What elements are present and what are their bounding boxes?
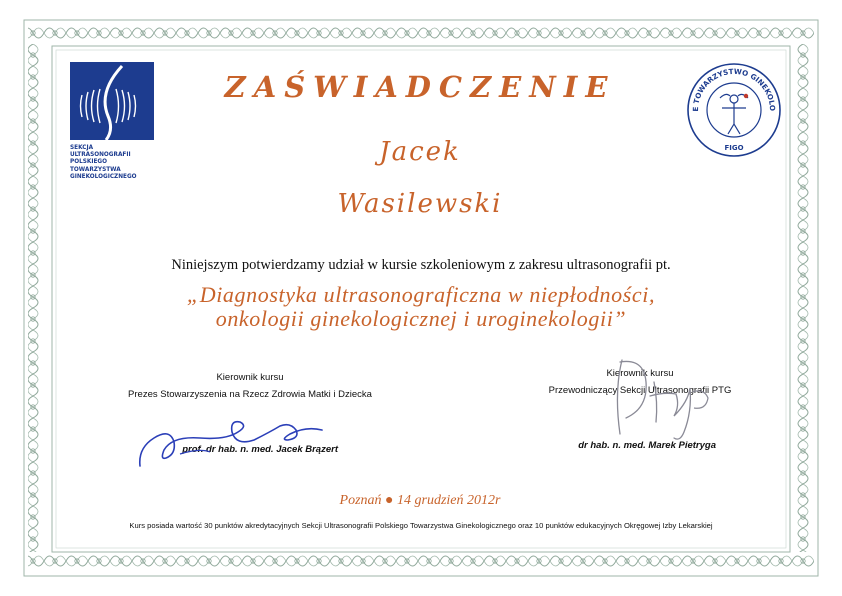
- left-signatory-name: prof. dr hab. n. med. Jacek Brązert: [182, 444, 338, 455]
- left-signatory-organization: Prezes Stowarzyszenia na Rzecz Zdrowia Matki i Dziecka: [128, 389, 372, 400]
- svg-text:POLSKIE TOWARZYSTWO GINEKOLOGI: [686, 62, 777, 112]
- right-signatory-role: Kierownik kursu: [606, 368, 674, 379]
- logo-caption: SEKCJA ULTRASONOGRAFII POLSKIEGO TOWARZYSTWA GINEKOLOGICZNEGO: [70, 143, 137, 180]
- course-title: [110, 283, 732, 331]
- place-and-date: Poznań ● 14 grudzień 2012r: [339, 493, 501, 508]
- certificate-title: ZAŚWIADCZENIE: [224, 70, 616, 104]
- participation-statement: Niniejszym potwierdzamy udział w kursie szkoleniowym z zakresu ultrasonografii pt.: [171, 257, 671, 273]
- ultrasound-section-logo: [70, 62, 154, 180]
- recipient-first-name: Jacek: [379, 137, 461, 167]
- left-signatory-role: Kierownik kursu: [216, 372, 284, 383]
- right-signatory-organization: Przewodniczący Sekcji Ultrasonografii PTG: [548, 385, 732, 396]
- seal-figo-text: FIGO: [724, 144, 744, 152]
- right-signatory-name: dr hab. n. med. Marek Pietryga: [578, 440, 716, 451]
- left-handwritten-signature: [130, 408, 330, 472]
- ultrasound-logo-icon: [70, 62, 154, 140]
- right-handwritten-signature: [600, 352, 720, 448]
- left-signatory: [100, 372, 400, 455]
- society-seal: [686, 62, 782, 158]
- seal-ring-text: E TOWARZYSTWO GINEKOLO: [690, 66, 778, 112]
- course-title-line-1: „Diagnostyka ultrasonograficzna w niepłodności,: [186, 282, 656, 307]
- recipient-last-name: Wasilewski: [337, 189, 503, 219]
- accreditation-note: Kurs posiada wartość 30 punktów akredytacyjnych Sekcji Ultrasonografii Polskiego Towarzystwa Ginekologicznego oraz 10 punktów edukacyjnych Okręgowej Izby Lekarskiej: [129, 521, 713, 530]
- course-title-line-2: onkologii ginekologicznej i uroginekologii”: [215, 306, 627, 331]
